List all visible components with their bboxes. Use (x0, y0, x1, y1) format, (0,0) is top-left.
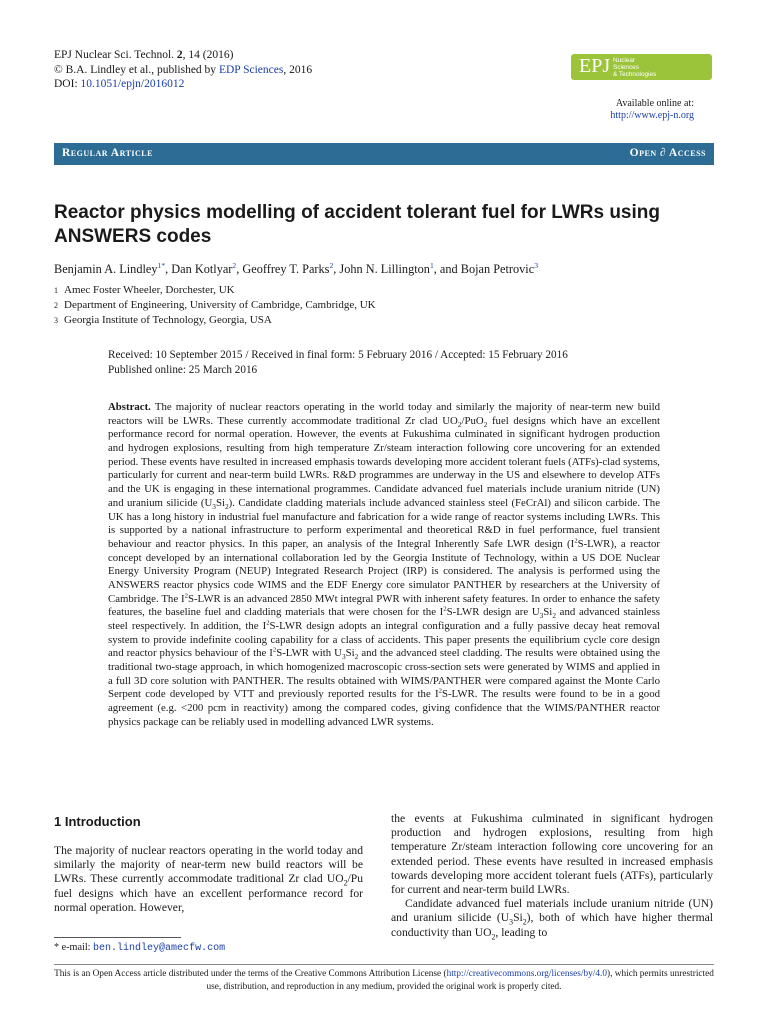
author-name: Bojan Petrovic (460, 262, 535, 276)
epj-logo[interactable] (571, 54, 712, 80)
affiliation-list (54, 283, 376, 328)
body-text: , leading to (495, 925, 548, 939)
article-dates (108, 348, 568, 377)
affiliation-number: 2 (54, 301, 58, 310)
journal-url-link[interactable]: http://www.epj-n.org (610, 110, 694, 121)
body-text: Si (513, 911, 523, 925)
abstract-text: S-LWR design are U (446, 606, 540, 619)
abstract-label: Abstract. (108, 401, 151, 413)
abstract-text: /PuO (461, 414, 484, 427)
affiliation-text: Department of Engineering, University of Cambridge, Cambridge, UK (64, 299, 376, 311)
abstract-text: and advanced stainless steel respectively. In addition, the I (108, 606, 660, 632)
intro-column-left (54, 844, 363, 915)
footnote-mark: * (54, 942, 60, 953)
superscript: 2 (438, 687, 442, 695)
copyright-year: , 2016 (283, 63, 313, 76)
license-divider (54, 964, 714, 965)
subscript: 2 (343, 878, 348, 888)
body-paragraph: the events at Fukushima culminated in significant hydrogen production and hydrogen explosions, resulting from high temperature Zr/steam interaction following core uncovering for an extended period. These events have resulted in increased emphasis towards developing more accident tolerant fuels (ATFs), particularly for current and near-term build LWRs. (391, 812, 713, 897)
abstract-text: Si (345, 647, 355, 660)
article-type-label: Regular Article (62, 147, 153, 159)
available-label: Available online at: (615, 98, 694, 109)
journal-name: EPJ Nuclear Sci. Technol. (54, 49, 177, 61)
open-access-label: Open ∂ Access (629, 147, 706, 159)
footnote (54, 942, 225, 954)
copyright-line (54, 63, 312, 78)
affiliation-item (54, 313, 376, 328)
superscript: 2 (574, 537, 578, 545)
journal-issue: , 14 (2016) (182, 49, 234, 61)
author-name: Geoffrey T. Parks (242, 262, 330, 276)
superscript: 2 (272, 646, 277, 654)
abstract-text: S-LWR is an advanced 2850 MWt integral PWR with inherent safety features. In order to enhance the safety features, the baseline fuel and cladding materials that were chosen for the I (108, 592, 660, 619)
subscript: 3 (341, 652, 346, 662)
body-text: /Pu fuel designs which have an excellent performance record for normal operation. However, (54, 872, 363, 914)
subscript: 2 (354, 652, 359, 662)
abstract-text: Si (215, 496, 225, 509)
subscript: 2 (224, 501, 229, 511)
affiliation-item (54, 298, 376, 313)
logo-sub-line: Sciences (613, 64, 639, 71)
superscript: 2 (266, 619, 270, 627)
doi-link[interactable]: 10.1051/epjn/2016012 (80, 78, 185, 90)
section-heading: 1 Introduction (54, 814, 141, 829)
abstract-text: S-LWR. The results were found to be in a good agreement (e.g. <200 pcm in reactivity) among the compared codes, giving confidence that the WIMS/PANTHER reactor physics package can be reliably used in modelling advanced LWR systems. (108, 688, 660, 728)
license-link[interactable]: http://creativecommons.org/licenses/by/4.0 (446, 969, 607, 979)
article-type-banner (54, 143, 714, 165)
journal-line (54, 48, 312, 63)
subscript: 2 (491, 931, 496, 941)
subscript: 3 (539, 611, 544, 621)
journal-citation (54, 48, 312, 92)
author-name: Benjamin A. Lindley (54, 262, 158, 276)
abstract-text: S-LWR), a reactor concept developed by an international collaboration led by the Georgia Institute of Technology, within a US DOE Nuclear Energy University Program (NEUP) Integrated Research Project (IRP) is considered. The analysis is performed using the ANSWERS reactor physics code WIMS and the EDF Energy core simulator PANTHER by researchers at the University of Cambridge. The I (108, 537, 660, 605)
affiliation-text: Amec Foster Wheeler, Dorchester, UK (64, 284, 235, 296)
subscript: 3 (212, 501, 216, 511)
author-mark[interactable]: 2 (329, 260, 334, 270)
paper-title: Reactor physics modelling of accident tolerant fuel for LWRs using ANSWERS codes (54, 202, 660, 247)
author-list: Benjamin A. Lindley$^{1*}$, Dan Kotlyar$^2$, Geoffrey T. Parks$^2$, John N. Lillington$^1$, and Bojan Petrovic$^3$ (54, 260, 538, 276)
author-name: John N. Lillington (339, 262, 430, 276)
affiliation-number: 1 (54, 286, 58, 295)
subscript: 3 (509, 917, 514, 927)
footnote-divider (54, 937, 181, 938)
superscript: 2 (184, 592, 188, 600)
journal-volume: 2 (176, 49, 183, 61)
body-paragraph (391, 897, 713, 940)
intro-column-right (391, 812, 713, 940)
affiliation-text: Georgia Institute of Technology, Georgia, USA (64, 314, 272, 326)
subscript: 2 (522, 917, 527, 927)
doi-label: DOI: (54, 78, 81, 90)
abstract-text: and the advanced steel cladding. The results were obtained using the traditional two-stage approach, in which homogenized macroscopic cross-section sets were generated by WIMS and applied in a full 3D core solution with PANTHER. The results obtained with WIMS/PANTHER were compared against the Monte Carlo Serpent code developed by VTT and previously reported results for the I (108, 647, 660, 701)
author-mark[interactable]: 2 (232, 260, 237, 270)
subscript: 2 (457, 419, 462, 429)
abstract-text: ). Candidate cladding materials include advanced stainless steel (FeCrAl) and silicon carbide. The UK has a long history in industrial fuel manufacture and fabrication for a wide range of reactor systems including LWRs. This is supported by a national infrastructure to perform experimental and theoretical R&D in fuel performance, fuel transient behaviour and reactor physics. In this paper, an analysis of the Integral Inherently Safe LWR design (I (108, 496, 660, 550)
license-text: ), which permits unrestricted use, distribution, and reproduction in any medium, provided the original work is properly cited. (206, 969, 714, 992)
subscript: 2 (552, 611, 556, 621)
abstract-text: fuel designs which have an excellent performance record for normal operation. However, the events at Fukushima culminated in significant hydrogen production and hydrogen explosions, resulting from high temperature Zr/steam interaction following core uncovering for an extended period. These events have resulted in increased emphasis towards developing more accident tolerant fuels (ATFs)-clad systems, particularly for current and near-term build LWRs. R&D programmes are underway in the US and elsewhere to develop ATFs and the UK is engaging in these international programmes. Candidate advanced fuel materials include uranium nitride (UN) and uranium silicide (U (108, 414, 661, 509)
author-mark[interactable]: 3 (534, 260, 538, 270)
license-text: This is an Open Access article distributed under the terms of the Creative Commons Attribution License ( (54, 969, 447, 979)
received-dates: Received: 10 September 2015 / Received in final form: 5 February 2016 / Accepted: 15 February 2016 (108, 349, 568, 361)
superscript: 2 (443, 605, 447, 613)
affiliation-item (54, 283, 376, 298)
logo-text: EPJ (579, 55, 611, 77)
subscript: 2 (483, 419, 488, 429)
footnote-label: e-mail: (59, 942, 94, 953)
abstract-text: Si (543, 606, 553, 619)
author-mark[interactable]: 1* (157, 260, 166, 270)
author-mark[interactable]: 1 (429, 260, 434, 270)
body-text: ), both of which have higher thermal conductivity than UO (391, 911, 713, 939)
body-text: Candidate advanced fuel materials include uranium nitride (UN) and uranium silicide (U (391, 897, 713, 925)
copyright-text: © B.A. Lindley et al., published by (54, 63, 219, 76)
body-text: The majority of nuclear reactors operating in the world today and similarly the majority of near-term new build reactors will be LWRs. These currently accommodate traditional Zr clad UO (54, 844, 363, 886)
abstract-text: S-LWR design adopts an integral configuration and a fully passive decay heat removal system to provide indefinite cooling capability for a class of accidents. This paper presents the equilibrium cycle core design and reactor physics behaviour of the I (108, 620, 660, 660)
available-online (610, 98, 694, 122)
abstract-text: The majority of nuclear reactors operating in the world today and similarly the majority of near-term new build reactors will be LWRs. These currently accommodate traditional Zr clad UO (108, 401, 660, 427)
logo-sub-line: Nuclear (613, 57, 636, 64)
author-name: Dan Kotlyar (171, 262, 233, 276)
doi-line (54, 77, 312, 92)
affiliation-number: 3 (54, 316, 58, 325)
abstract (108, 401, 660, 730)
publisher-link[interactable]: EDP Sciences (218, 63, 284, 76)
abstract-text: S-LWR with U (276, 647, 342, 660)
license-notice (54, 968, 714, 993)
logo-subtitle (613, 57, 656, 78)
published-date: Published online: 25 March 2016 (108, 363, 258, 376)
logo-sub-line: & Technologies (613, 71, 657, 78)
email-link[interactable]: ben.lindley@amecfw.com (93, 943, 226, 954)
